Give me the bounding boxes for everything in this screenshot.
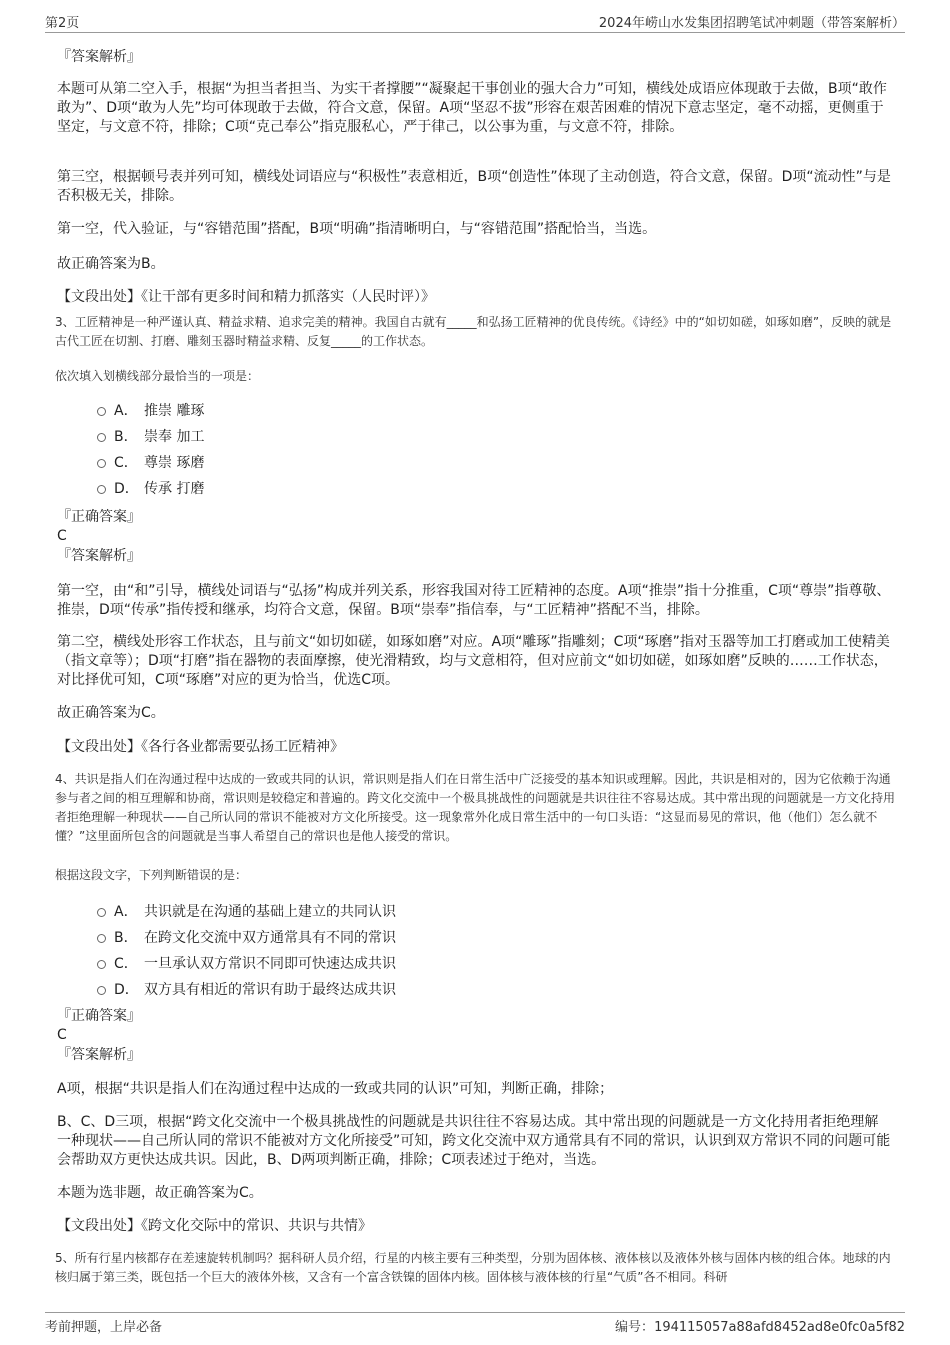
page-header	[45, 12, 905, 33]
q2-analysis-label: 『答案解析』	[57, 49, 141, 65]
q2-analysis-para3: 第一空，代入验证，与“容错范围”搭配，B项“明确”指清晰明白，与“容错范围”搭配恰当，当选。	[57, 221, 657, 237]
q4-correct-answer: C	[57, 1027, 67, 1043]
option-text: 双方具有相近的常识有助于最终达成共识	[144, 982, 396, 998]
option-text: 崇奉 加工	[144, 429, 205, 445]
q3-analysis-para2: 第二空，横线处形容工作状态，且与前文“如切如磋，如琢如磨”对应。A项“雕琢”指雕刻；C项“琢磨”指对玉器等加工打磨或加工使精美（指文章等）；D项“打磨”指在器物的表面摩擦，使光滑精致，均与文意相符，但对应前文“如切如磋，如琢如磨”反映的……工作状态，对比择优可知，C项“琢磨”对应的更为恰当，优选C项。	[57, 634, 890, 688]
q4-option-b[interactable]	[97, 929, 396, 947]
option-letter: A．	[114, 904, 138, 920]
radio-button-icon[interactable]	[97, 407, 106, 416]
option-letter: A．	[114, 403, 138, 419]
q3-option-c[interactable]	[97, 454, 204, 472]
q2-analysis-para1: 本题可从第二空入手，根据“为担当者担当、为实干者撑腰”“凝聚起干事创业的强大合力”可知，横线处成语应体现敢于去做，B项“敢作敢为”、D项“敢为人先”均可体现敢于去做，符合文意，保留。A项“坚忍不拔”形容在艰苦困难的情况下意志坚定，毫不动摇，更侧重于坚定，与文意不符，排除；C项“克己奉公”指克服私心，严于律己，以公事为重，与文意不符，排除。	[57, 81, 887, 135]
page-footer	[45, 1312, 905, 1336]
q4-analysis-para1: A项，根据“共识是指人们在沟通过程中达成的一致或共同的认识”可知，判断正确，排除；	[57, 1081, 614, 1097]
option-text: 尊崇 琢磨	[144, 455, 205, 471]
radio-button-icon[interactable]	[97, 960, 106, 969]
option-text: 在跨文化交流中双方通常具有不同的常识	[144, 930, 396, 946]
q3-prompt: 依次填入划横线部分最恰当的一项是：	[55, 369, 260, 383]
page-number: 第2页	[45, 16, 80, 31]
document-code	[615, 1316, 905, 1335]
option-text: 推崇 雕琢	[144, 403, 205, 419]
q4-source: 【文段出处】《跨文化交际中的常识、共识与共情》	[57, 1218, 372, 1234]
q2-analysis-para2: 第三空，根据顿号表并列可知，横线处词语应与“积极性”表意相近，B项“创造性”体现了主动创造，符合文意，保留。D项“流动性”与是否积极无关，排除。	[57, 169, 891, 204]
q2-source: 【文段出处】《让干部有更多时间和精力抓落实（人民时评）》	[57, 289, 435, 305]
document-title: 2024年崂山水发集团招聘笔试冲刺题（带答案解析）	[598, 16, 905, 31]
q3-analysis-para1: 第一空，由“和”引导，横线处词语与“弘扬”构成并列关系，形容我国对待工匠精神的态度。A项“推崇”指十分推重，C项“尊崇”指尊敬、推崇，D项“传承”指传授和继承，均符合文意，保留。B项“崇奉”指信奉，与“工匠精神”搭配不当，排除。	[57, 583, 891, 618]
radio-button-icon[interactable]	[97, 934, 106, 943]
q4-option-c[interactable]	[97, 955, 396, 973]
radio-button-icon[interactable]	[97, 459, 106, 468]
q4-option-d[interactable]	[97, 981, 396, 999]
option-text: 一旦承认双方常识不同即可快速达成共识	[144, 956, 396, 972]
option-text: 共识就是在沟通的基础上建立的共同认识	[144, 904, 396, 920]
q3-option-a[interactable]	[97, 402, 204, 420]
code-label: 编号：	[615, 1320, 655, 1335]
radio-button-icon[interactable]	[97, 986, 106, 995]
q3-source: 【文段出处】《各行各业都需要弘扬工匠精神》	[57, 739, 344, 755]
q3-analysis-label: 『答案解析』	[57, 548, 141, 564]
option-letter: C．	[114, 455, 138, 471]
q3-correct-answer: C	[57, 528, 67, 544]
q4-analysis-para2: B、C、D三项，根据“跨文化交流中一个极具挑战性的问题就是共识往往不容易达成。其中常出现的问题就是一方文化持用者拒绝理解一种现状——自己所认同的常识不能被对方文化所接受”可知，跨文化交流中双方通常具有不同的常识，认识到双方常识不同的问题可能会帮助双方更快达成共识。因此，B、D两项判断正确，排除；C项表述过于绝对，当选。	[57, 1114, 891, 1168]
q4-stem: 4、共识是指人们在沟通过程中达成的一致或共同的认识，常识则是指人们在日常生活中广泛接受的基本知识或理解。因此，共识是相对的，因为它依赖于沟通参与者之间的相互理解和协商，常识则是较稳定和普遍的。跨文化交流中一个极具挑战性的问题就是共识往往不容易达成。其中常出现的问题就是一方文化持用者拒绝理解一种现状——自己所认同的常识不能被对方文化所接受。这一现象常外化成日常生活中的一句口头语：“这显而易见的常识，他（他们）怎么就不懂？”这里面所包含的问题就是当事人希望自己的常识也是他人接受的常识。	[55, 772, 896, 843]
option-letter: D．	[114, 982, 139, 998]
option-letter: B．	[114, 429, 138, 445]
q3-option-d[interactable]	[97, 480, 204, 498]
radio-button-icon[interactable]	[97, 908, 106, 917]
q3-correct-label: 『正确答案』	[57, 509, 141, 525]
q3-option-b[interactable]	[97, 428, 204, 446]
radio-button-icon[interactable]	[97, 433, 106, 442]
option-letter: B．	[114, 930, 138, 946]
code-value: 194115057a88afd8452ad8e0fc0a5f82	[654, 1320, 905, 1335]
footer-slogan: 考前押题，上岸必备	[45, 1320, 163, 1335]
q4-conclusion: 本题为选非题，故正确答案为C。	[57, 1185, 263, 1201]
q3-conclusion: 故正确答案为C。	[57, 705, 165, 721]
q4-correct-label: 『正确答案』	[57, 1008, 141, 1024]
q3-stem: 3、工匠精神是一种严谨认真、精益求精、追求完美的精神。我国自古就有_____和弘扬工匠精神的优良传统。《诗经》中的“如切如磋，如琢如磨”，反映的就是古代工匠在切割、打磨、雕刻玉器时精益求精、反复_____的工作状态。	[55, 315, 892, 348]
q2-conclusion: 故正确答案为B。	[57, 256, 165, 272]
option-text: 传承 打磨	[144, 481, 205, 497]
radio-button-icon[interactable]	[97, 485, 106, 494]
q4-prompt: 根据这段文字，下列判断错误的是：	[55, 868, 248, 882]
option-letter: D．	[114, 481, 139, 497]
q5-stem: 5、所有行星内核都存在差速旋转机制吗？据科研人员介绍，行星的内核主要有三种类型，分别为固体核、液体核以及液体外核与固体内核的组合体。地球的内核归属于第三类，既包括一个巨大的液体外核，又含有一个富含铁镍的固体内核。固体核与液体核的行星“气质”各不相同。科研	[55, 1251, 891, 1284]
q4-option-a[interactable]	[97, 903, 396, 921]
option-letter: C．	[114, 956, 138, 972]
q4-analysis-label: 『答案解析』	[57, 1047, 141, 1063]
